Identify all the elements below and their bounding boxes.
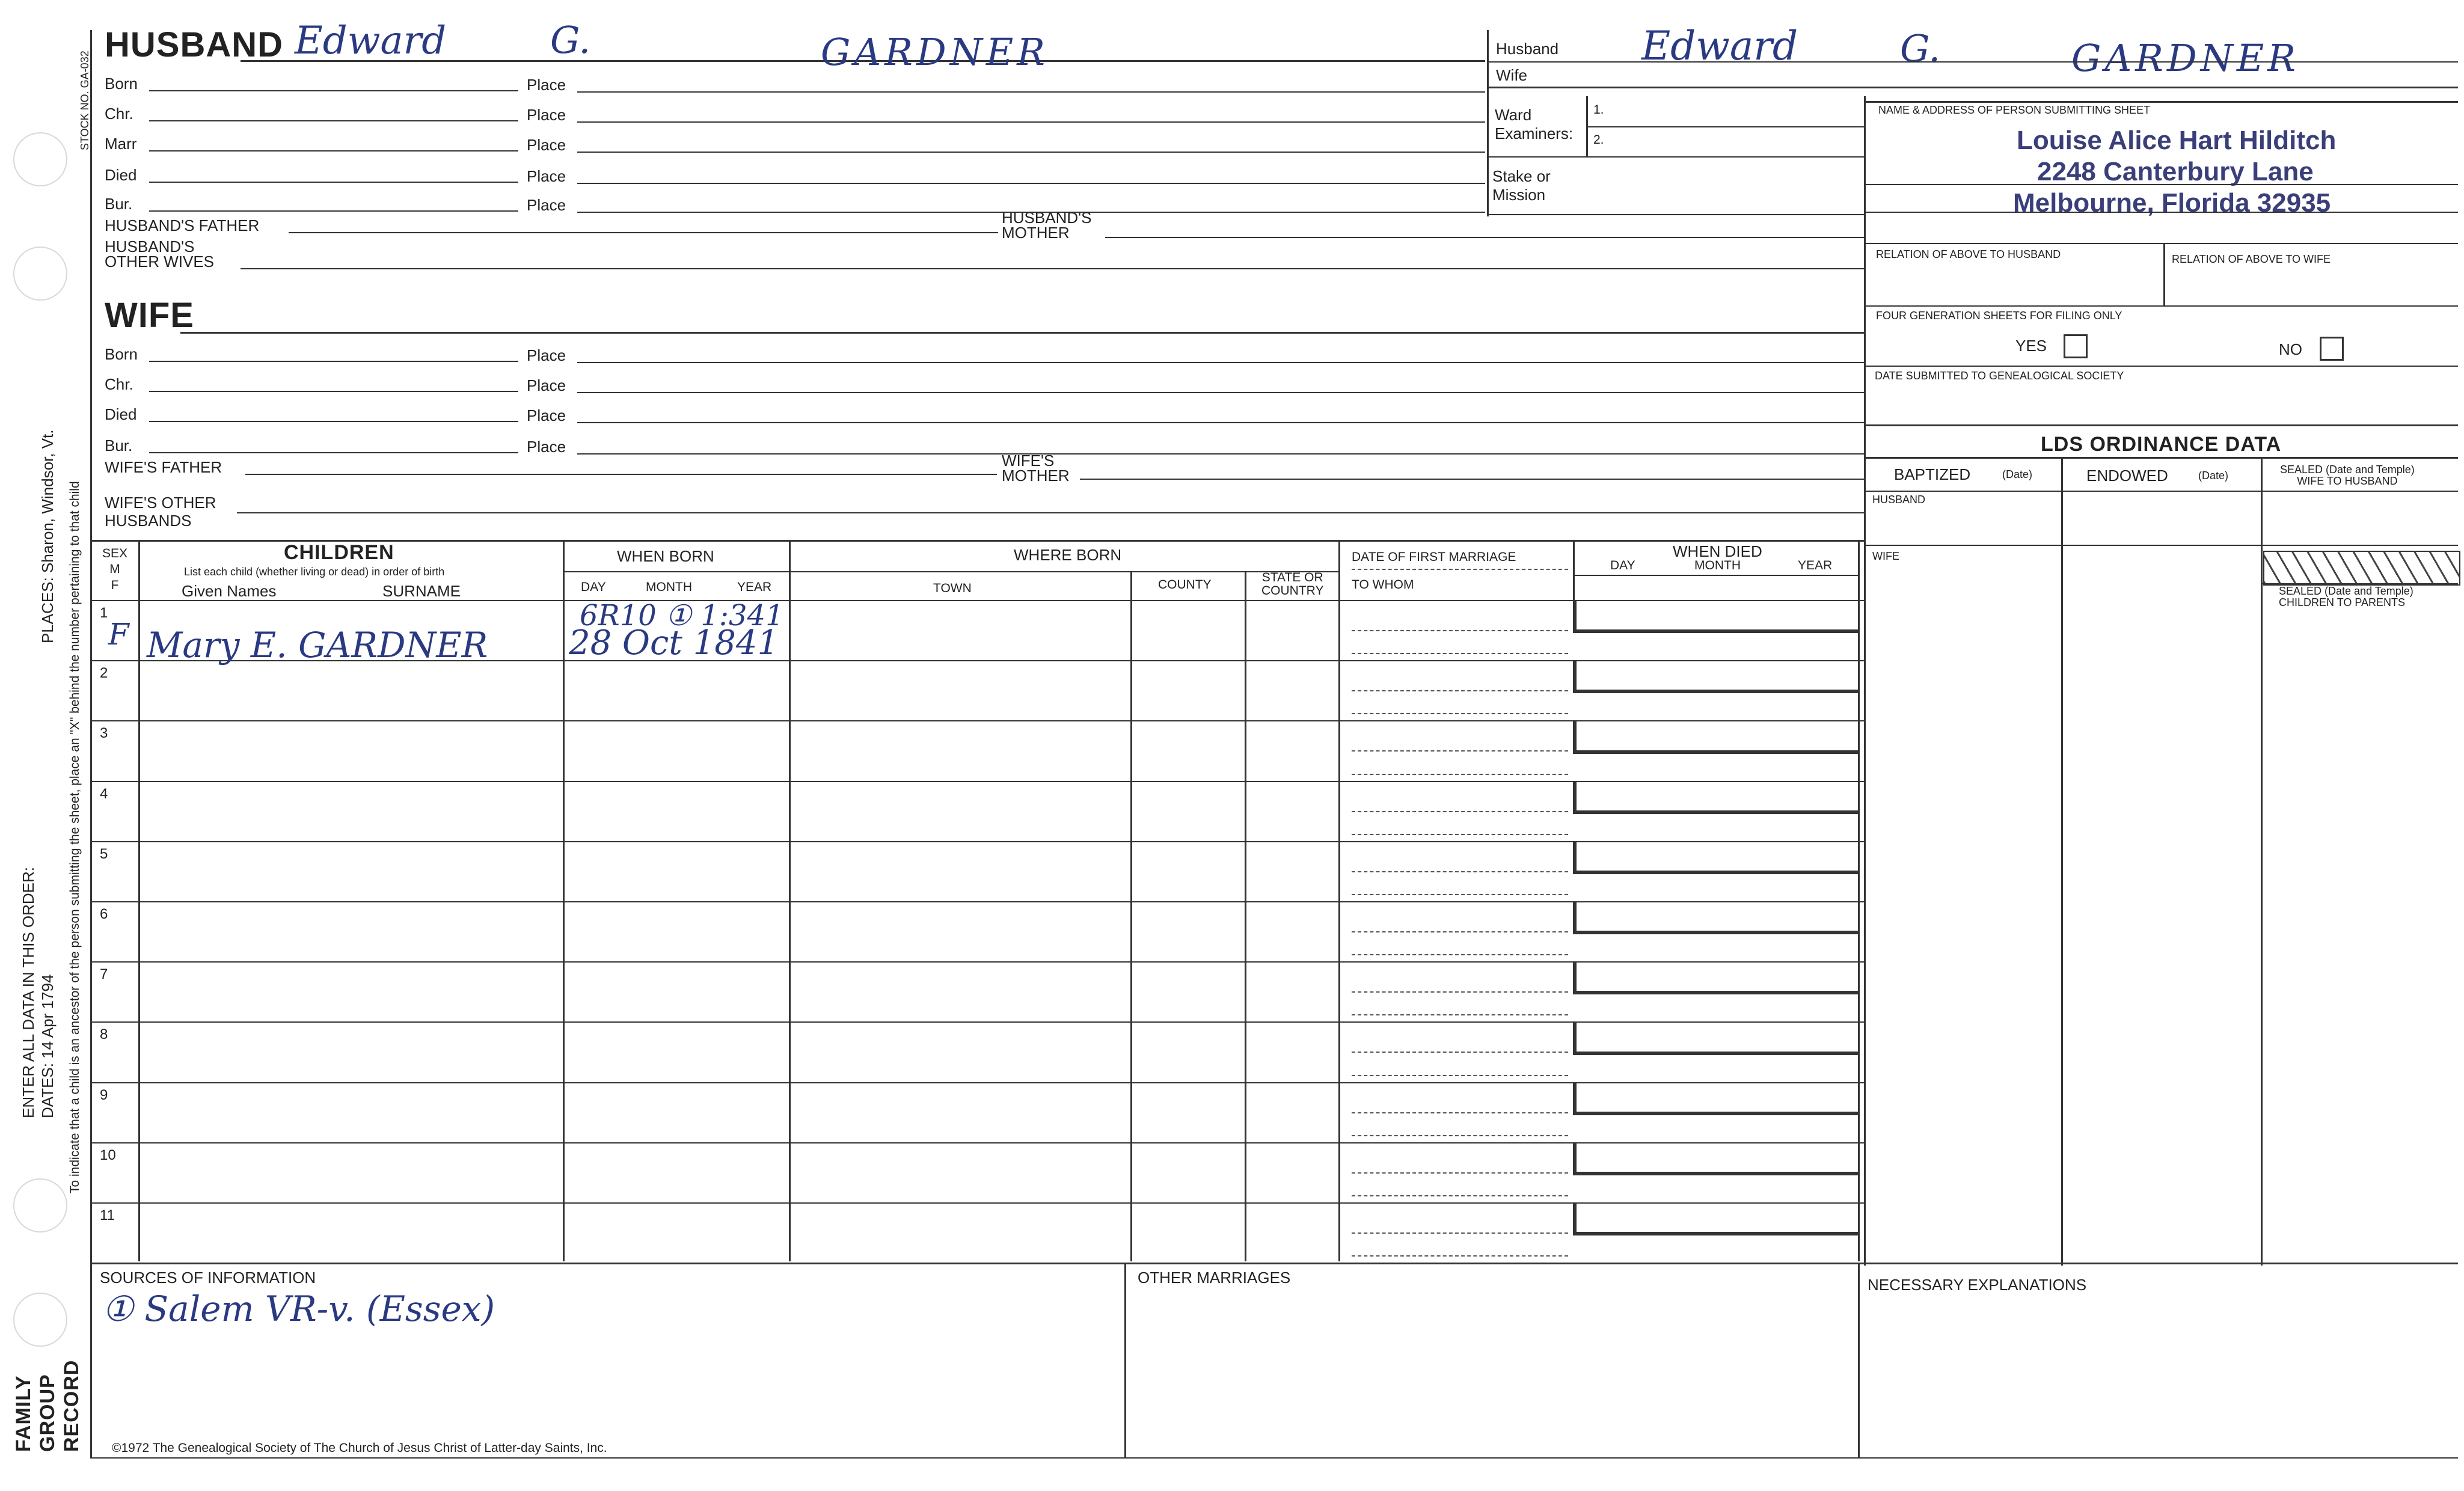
husband-died-place-label: Place bbox=[527, 167, 566, 185]
death-date-box[interactable] bbox=[1573, 1021, 1858, 1055]
col-marriage bbox=[1573, 541, 1575, 600]
date-submitted-label: DATE SUBMITTED TO GENEALOGICAL SOCIETY bbox=[1875, 370, 2124, 382]
right-husband-label: Husband bbox=[1496, 40, 1559, 58]
death-date-box[interactable] bbox=[1573, 781, 1858, 814]
lds-wife-label: WIFE bbox=[1872, 550, 1899, 562]
submitter-name: Louise Alice Hart Hilditch bbox=[2017, 126, 2337, 155]
wife-bur-label: Bur. bbox=[105, 436, 133, 455]
wife-born-label: Born bbox=[105, 345, 138, 363]
stock-number: STOCK NO. GA-032 bbox=[79, 51, 91, 150]
marriage-date-line[interactable] bbox=[1352, 1052, 1568, 1053]
child-1-born-ref[interactable]: 6R10 ① 1:341 bbox=[580, 599, 784, 632]
lds-husband-line bbox=[1864, 545, 2458, 546]
child-row-number: 8 bbox=[100, 1026, 108, 1043]
husband-chr-place-line[interactable] bbox=[577, 121, 1485, 123]
husband-title: HUSBAND bbox=[105, 25, 283, 64]
to-whom-line[interactable] bbox=[1352, 713, 1568, 714]
endowed-date-label: (Date) bbox=[2198, 470, 2229, 482]
submitter-top-line bbox=[1864, 101, 2458, 103]
wife-title: WIFE bbox=[105, 296, 194, 335]
child-row-number: 5 bbox=[100, 845, 108, 862]
submitter-line bbox=[1864, 184, 2458, 185]
lds-header-line bbox=[1864, 491, 2458, 492]
wifes-father-line[interactable] bbox=[245, 474, 997, 475]
death-date-box[interactable] bbox=[1573, 1082, 1858, 1115]
marriage-date-line[interactable] bbox=[1352, 871, 1568, 872]
stake-mission-label: Stake or Mission bbox=[1492, 167, 1551, 204]
examiner-1-line[interactable] bbox=[1587, 126, 1864, 127]
lds-col-1 bbox=[2061, 457, 2063, 1266]
wife-chr-place-line[interactable] bbox=[577, 392, 1864, 393]
right-column-border bbox=[1864, 96, 1866, 1266]
husbands-father-label: HUSBAND'S FATHER bbox=[105, 216, 260, 234]
right-header-divider bbox=[1487, 30, 1489, 216]
baptized-label: BAPTIZED bbox=[1894, 465, 1971, 483]
death-date-box[interactable] bbox=[1573, 901, 1858, 934]
table-row[interactable] bbox=[90, 1202, 1864, 1263]
punch-hole bbox=[13, 1178, 67, 1232]
table-row[interactable] bbox=[90, 1082, 1864, 1142]
where-born-header: WHERE BORN bbox=[1014, 546, 1122, 564]
wifes-mother-line[interactable] bbox=[1080, 479, 1864, 480]
when-died-header: WHEN DIED bbox=[1673, 542, 1762, 560]
wifes-father-label: WIFE'S FATHER bbox=[105, 458, 222, 476]
child-1-name[interactable]: Mary E. GARDNER bbox=[147, 625, 488, 666]
baptized-date-label: (Date) bbox=[2002, 468, 2033, 480]
child-row-number: 1 bbox=[100, 605, 108, 621]
necessary-explanations-label: NECESSARY EXPLANATIONS bbox=[1868, 1276, 2087, 1294]
four-gen-label: FOUR GENERATION SHEETS FOR FILING ONLY bbox=[1876, 310, 2122, 322]
side-places: PLACES: Sharon, Windsor, Vt. bbox=[38, 429, 57, 643]
table-row[interactable] bbox=[90, 961, 1864, 1021]
marriage-date-line[interactable] bbox=[1352, 750, 1568, 752]
side-title-family: FAMILY bbox=[12, 1375, 35, 1452]
no-checkbox[interactable] bbox=[2320, 337, 2344, 361]
husbands-father-line[interactable] bbox=[289, 232, 998, 233]
death-date-box[interactable] bbox=[1573, 1202, 1858, 1235]
other-marriages-divider bbox=[1124, 1263, 1126, 1458]
marriage-date-line[interactable] bbox=[1352, 931, 1568, 932]
side-instructions: ENTER ALL DATA IN THIS ORDER: bbox=[19, 866, 37, 1118]
husband-marr-line[interactable] bbox=[149, 150, 518, 152]
stake-line[interactable] bbox=[1488, 214, 1864, 215]
wife-died-label: Died bbox=[105, 405, 137, 423]
sealed-children-label: SEALED (Date and Temple) CHILDREN TO PARENTS bbox=[2279, 585, 2413, 608]
death-date-box[interactable] bbox=[1573, 600, 1858, 633]
wifes-mother-label: WIFE'S MOTHER bbox=[1002, 452, 1070, 485]
child-row-number: 7 bbox=[100, 966, 108, 983]
date-submitted-top-line bbox=[1864, 366, 2458, 367]
table-row[interactable] bbox=[90, 720, 1864, 780]
marriage-dash bbox=[1352, 569, 1568, 570]
wife-bur-place-line[interactable] bbox=[577, 453, 1864, 455]
husband-died-place-line[interactable] bbox=[577, 183, 1485, 184]
table-row[interactable] bbox=[90, 841, 1864, 901]
husband-surname[interactable]: GARDNER bbox=[821, 30, 1049, 74]
examiner-2-line[interactable] bbox=[1488, 156, 1864, 158]
marriage-date-line[interactable] bbox=[1352, 1172, 1568, 1174]
wife-chr-line[interactable] bbox=[149, 391, 518, 392]
table-row[interactable] bbox=[90, 901, 1864, 961]
marriage-date-line[interactable] bbox=[1352, 1112, 1568, 1113]
husband-chr-line[interactable] bbox=[149, 120, 518, 121]
right-husband-initial[interactable]: G. bbox=[1900, 26, 1941, 70]
side-title-group: GROUP bbox=[36, 1374, 59, 1452]
husband-chr-label: Chr. bbox=[105, 105, 133, 123]
right-husband-surname[interactable]: GARDNER bbox=[2071, 36, 2299, 80]
born-day-header: DAY bbox=[581, 580, 606, 594]
husband-chr-place-label: Place bbox=[527, 106, 566, 124]
born-month-header: MONTH bbox=[646, 580, 692, 594]
child-1-born-date[interactable]: 28 Oct 1841 bbox=[569, 623, 779, 663]
to-whom-line[interactable] bbox=[1352, 834, 1568, 835]
child-row-number: 11 bbox=[100, 1207, 115, 1223]
copyright-text: ©1972 The Genealogical Society of The Church of Jesus Christ of Latter-day Saints, Inc. bbox=[112, 1441, 607, 1455]
town-header: TOWN bbox=[933, 581, 972, 595]
right-wife-line bbox=[1488, 87, 2458, 88]
relation-top-line bbox=[1864, 243, 2458, 244]
marriage-date-line[interactable] bbox=[1352, 630, 1568, 631]
side-child-note: To indicate that a child is an ancestor of the person submitting the sheet, place an "X" behind the number pertaining to that child bbox=[68, 481, 82, 1193]
died-day-header: DAY bbox=[1610, 559, 1635, 572]
child-row-number: 6 bbox=[100, 906, 108, 922]
marriage-date-line[interactable] bbox=[1352, 1232, 1568, 1234]
to-whom-line[interactable] bbox=[1352, 774, 1568, 775]
table-row[interactable] bbox=[90, 1021, 1864, 1082]
examiner-2-label: 2. bbox=[1593, 133, 1604, 147]
right-wife-label: Wife bbox=[1496, 66, 1527, 84]
wife-bur-place-label: Place bbox=[527, 438, 566, 456]
side-dates: DATES: 14 Apr 1794 bbox=[38, 974, 57, 1118]
state-country-header: STATE OR COUNTRY bbox=[1261, 571, 1324, 598]
sex-header: SEX M F bbox=[102, 546, 128, 592]
name-address-label: NAME & ADDRESS OF PERSON SUBMITTING SHEET bbox=[1878, 104, 2151, 116]
wife-died-line[interactable] bbox=[149, 421, 518, 422]
died-sub-line bbox=[1573, 575, 1858, 576]
child-row-number: 3 bbox=[100, 725, 108, 742]
right-husband-line bbox=[1488, 61, 2458, 63]
children-subheader: List each child (whether living or dead) in order of birth bbox=[184, 566, 445, 578]
death-date-box[interactable] bbox=[1573, 961, 1858, 994]
wife-name-line[interactable] bbox=[180, 332, 1864, 334]
submitter-line-2 bbox=[1864, 212, 2458, 213]
husband-born-line[interactable] bbox=[149, 90, 518, 91]
husband-given-name[interactable]: Edward bbox=[295, 19, 447, 63]
child-row-number: 10 bbox=[100, 1147, 116, 1163]
wife-chr-place-label: Place bbox=[527, 376, 566, 394]
wife-died-place-label: Place bbox=[527, 406, 566, 424]
table-row[interactable] bbox=[90, 660, 1864, 720]
to-whom-line[interactable] bbox=[1352, 1135, 1568, 1136]
death-date-box[interactable] bbox=[1573, 1142, 1858, 1175]
given-names-header: Given Names bbox=[182, 582, 277, 600]
relation-wife-label: RELATION OF ABOVE TO WIFE bbox=[2172, 253, 2331, 265]
ward-examiners-label: Ward Examiners: bbox=[1495, 106, 1574, 143]
source-1[interactable]: ① Salem VR-v. (Essex) bbox=[102, 1288, 495, 1329]
wife-born-place-label: Place bbox=[527, 346, 566, 364]
explanations-divider bbox=[1858, 1263, 1860, 1458]
to-whom-line[interactable] bbox=[1352, 954, 1568, 955]
side-title-record: RECORD bbox=[60, 1359, 83, 1452]
punch-hole bbox=[13, 246, 67, 301]
husband-died-line[interactable] bbox=[149, 182, 518, 183]
lds-title-line bbox=[1864, 457, 2458, 459]
bottom-border bbox=[90, 1457, 2458, 1459]
husband-born-place-label: Place bbox=[527, 76, 566, 94]
child-row-number: 4 bbox=[100, 785, 108, 802]
to-whom-header: TO WHOM bbox=[1352, 578, 1414, 592]
wife-born-place-line[interactable] bbox=[577, 362, 1864, 363]
sources-label: SOURCES OF INFORMATION bbox=[100, 1269, 316, 1287]
right-husband-given-name[interactable]: Edward bbox=[1641, 23, 1798, 69]
wifes-other-husbands-line[interactable] bbox=[237, 512, 1864, 513]
wife-chr-label: Chr. bbox=[105, 375, 133, 393]
lds-top-line bbox=[1864, 424, 2458, 426]
wife-died-place-line[interactable] bbox=[577, 422, 1864, 423]
to-whom-line[interactable] bbox=[1352, 1075, 1568, 1076]
punch-hole bbox=[13, 1293, 67, 1347]
surname-header: SURNAME bbox=[382, 582, 461, 600]
died-year-header: YEAR bbox=[1798, 559, 1833, 572]
children-header: CHILDREN bbox=[284, 541, 394, 564]
hatched-block bbox=[2263, 551, 2460, 586]
submitter-street: 2248 Canterbury Lane bbox=[2037, 157, 2314, 186]
born-year-header: YEAR bbox=[737, 580, 772, 594]
husband-bur-label: Bur. bbox=[105, 195, 133, 213]
child-row-number: 2 bbox=[100, 665, 108, 682]
husbands-other-wives-label: HUSBAND'S OTHER WIVES bbox=[105, 237, 215, 271]
husbands-mother-label: HUSBAND'S MOTHER bbox=[1002, 209, 1092, 242]
punch-hole bbox=[13, 132, 67, 186]
bottom-section-top bbox=[90, 1263, 2458, 1264]
death-date-box[interactable] bbox=[1573, 660, 1858, 693]
table-row[interactable] bbox=[90, 781, 1864, 841]
marriage-date-line[interactable] bbox=[1352, 690, 1568, 691]
when-born-sub-line bbox=[563, 571, 1338, 572]
to-whom-line[interactable] bbox=[1352, 653, 1568, 654]
sealed-children-line bbox=[2261, 583, 2458, 584]
yes-label: YES bbox=[2015, 337, 2047, 355]
first-marriage-header: DATE OF FIRST MARRIAGE bbox=[1352, 550, 1516, 564]
death-date-box[interactable] bbox=[1573, 841, 1858, 874]
died-month-header: MONTH bbox=[1694, 559, 1741, 572]
lds-col-2 bbox=[2261, 457, 2263, 1266]
child-row-number: 9 bbox=[100, 1086, 108, 1103]
wife-born-line[interactable] bbox=[149, 361, 518, 362]
husband-born-place-line[interactable] bbox=[577, 91, 1485, 93]
husband-marr-place-label: Place bbox=[527, 136, 566, 154]
wife-bur-line[interactable] bbox=[149, 452, 518, 453]
relation-husband-label: RELATION OF ABOVE TO HUSBAND bbox=[1876, 248, 2061, 260]
other-marriages-label: OTHER MARRIAGES bbox=[1138, 1269, 1291, 1287]
relation-divider bbox=[2163, 243, 2165, 305]
to-whom-line[interactable] bbox=[1352, 1195, 1568, 1196]
sealed-wife-label: SEALED (Date and Temple) WIFE TO HUSBAND bbox=[2280, 464, 2415, 487]
county-header: COUNTY bbox=[1158, 578, 1212, 592]
to-whom-line[interactable] bbox=[1352, 1014, 1568, 1015]
marriage-date-line[interactable] bbox=[1352, 991, 1568, 993]
husbands-other-wives-line[interactable] bbox=[241, 268, 1864, 269]
no-label: NO bbox=[2279, 340, 2302, 358]
wifes-other-husbands-label: WIFE'S OTHER HUSBANDS bbox=[105, 494, 216, 530]
child-1-sex[interactable]: F bbox=[108, 617, 129, 652]
husband-born-label: Born bbox=[105, 75, 138, 93]
when-born-header: WHEN BORN bbox=[617, 547, 714, 565]
examiner-1-label: 1. bbox=[1593, 103, 1604, 117]
husband-marr-place-line[interactable] bbox=[577, 152, 1485, 153]
four-gen-top-line bbox=[1864, 305, 2458, 307]
lds-husband-label: HUSBAND bbox=[1872, 494, 1926, 506]
husband-bur-line[interactable] bbox=[149, 210, 518, 212]
submitter-city: Melbourne, Florida 32935 bbox=[2013, 188, 2331, 218]
husbands-mother-line[interactable] bbox=[1105, 237, 1864, 238]
husband-marr-label: Marr bbox=[105, 135, 137, 153]
death-date-box[interactable] bbox=[1573, 720, 1858, 753]
husband-bur-place-label: Place bbox=[527, 196, 566, 214]
to-whom-line[interactable] bbox=[1352, 1255, 1568, 1257]
table-row[interactable] bbox=[90, 1142, 1864, 1202]
yes-checkbox[interactable] bbox=[2064, 334, 2088, 358]
lds-title: LDS ORDINANCE DATA bbox=[2041, 433, 2282, 456]
to-whom-line[interactable] bbox=[1352, 894, 1568, 895]
endowed-label: ENDOWED bbox=[2086, 467, 2168, 485]
husband-died-label: Died bbox=[105, 166, 137, 184]
husband-initial[interactable]: G. bbox=[550, 18, 591, 62]
marriage-date-line[interactable] bbox=[1352, 811, 1568, 812]
